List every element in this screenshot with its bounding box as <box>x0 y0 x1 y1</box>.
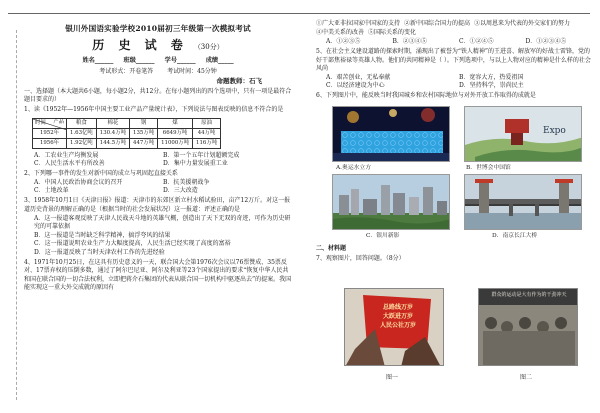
row-year: 1952年 <box>33 128 67 138</box>
column-header: 煤 <box>158 118 193 128</box>
top-rule <box>8 13 590 14</box>
table-header-row <box>33 118 221 128</box>
statement-3: ③以周恩来为代表的外交家们的努力 <box>474 20 571 27</box>
left-column <box>24 20 292 405</box>
table-corner-cell <box>33 118 67 128</box>
option-d[interactable]: D．①②③④⑤ <box>525 38 567 46</box>
caption-b: B．世博会中国馆 <box>466 164 511 171</box>
score-total: （30分） <box>193 42 224 51</box>
table-row <box>33 128 221 138</box>
photo-expo-pavilion[interactable] <box>464 106 582 162</box>
option-b[interactable]: B．抗美援朝战争 <box>163 178 210 186</box>
option-b[interactable]: B．宽容大方，热爱祖国 <box>459 73 524 81</box>
option-c[interactable]: C．人民生活水平有所改善 <box>34 160 105 168</box>
class-field[interactable]: 班级______ <box>123 56 155 64</box>
photo-city-skyline[interactable] <box>332 174 450 230</box>
column-header: 钢 <box>130 118 158 128</box>
statement-5: ⑤国际关系的变化 <box>368 28 417 36</box>
production-table <box>32 118 221 149</box>
option-c[interactable]: C．土地改革 <box>34 187 69 195</box>
statement-2: ②新中国综合国力的提高 <box>404 20 471 27</box>
table-row <box>33 138 221 148</box>
option-c[interactable]: C．①②④⑤ <box>459 38 494 46</box>
option-a[interactable]: A．中国人民政治协商会议的召开 <box>34 178 123 186</box>
option-d[interactable]: D．这一报道反映了当时天津农村工作的先进经验 <box>34 248 165 256</box>
table-cell: 1.92亿吨 <box>67 138 97 148</box>
exam-meta <box>24 68 292 77</box>
binding-margin <box>10 30 24 400</box>
option-d[interactable]: D．三大改造 <box>163 187 198 195</box>
option-c[interactable]: C．以经济建设为中心 <box>326 82 385 90</box>
question-5-stem: 5、在社会主义建设道路的探索时期，涌现出了被誉为“铁人精神”的王进喜、解放军的好战士雷锋，党的好干部焦裕禄等英雄人物。他们的共同精神是（ ）。下列选项中，与以上人物对应的精神是什么样的社会风尚 <box>316 48 591 73</box>
figure-2-caption: 图二 <box>520 374 533 381</box>
section2-title: 二、材料题 <box>316 244 347 252</box>
option-b[interactable]: B．这一报道是当时缺乏科学精神，搞浮夸风的结果 <box>34 231 171 239</box>
table-cell: 6649万吨 <box>158 128 193 138</box>
question-4-options <box>326 38 592 47</box>
banner-text: 群众的运动是大有作为的干劲冲天 <box>491 292 567 298</box>
option-a[interactable]: A．艰苦创业，无私奉献 <box>326 73 391 81</box>
question-7-stem: 7、观察图片，回答问题。（8分） <box>316 254 405 262</box>
exam-title <box>24 37 292 54</box>
author-line: 命题教师：石飞 <box>216 77 262 86</box>
table-cell: 447万吨 <box>130 138 158 148</box>
question-4-stem: 4、1971年10月25日，在这具有历史意义的一天，联合国大会第1976次会议以76票赞成、35票反对、17票弃权的压倒多数，通过了阿尔巴尼亚、阿尔及利亚等23个国家提出的要求“恢复中华人民共和国在联合国的一切合法权利，立即把蒋介石集团的代表从联合国一切机构中驱逐出去”的提案。我国能实现这一重大外交成就的原因有 <box>24 258 292 292</box>
school-title: 银川外国语实验学校2010届初三年级第一次模拟考试 <box>65 24 251 33</box>
figure-2-photo[interactable] <box>478 288 578 366</box>
option-a[interactable]: A．工农业生产均衡发展 <box>34 151 99 159</box>
exam-form: 考试形式：开卷笔答 <box>99 67 154 75</box>
figure-1-poster[interactable] <box>344 288 444 366</box>
option-d[interactable]: D．集中力量发展重工业 <box>163 160 228 168</box>
caption-a: A.奥运水立方 <box>336 164 372 171</box>
figure-1-caption: 图一 <box>386 374 399 381</box>
photo-water-cube[interactable] <box>332 106 450 162</box>
name-field[interactable]: 姓名______ <box>82 56 114 64</box>
table-cell: 116万吨 <box>193 138 221 148</box>
poster-slogan: 总路线万岁 大跃进万岁 人民公社万岁 <box>379 304 416 329</box>
option-a[interactable]: A．①②③⑤ <box>326 38 361 46</box>
question-3-options <box>34 215 292 258</box>
corner-top-label: 产品 <box>53 118 64 125</box>
column-header: 原油 <box>193 118 221 128</box>
grade-field[interactable]: 成绩_____ <box>205 56 234 64</box>
caption-c: C．银川新影 <box>366 232 400 239</box>
question-1-stem: 1、读《1952年—1956年中国主要工业产品产量统计表》，下列说法与图表反映的信息不符合的是 <box>24 106 284 114</box>
table-cell: 11000万吨 <box>158 138 193 148</box>
option-c[interactable]: C．这一报道说明农业生产力大幅度提高，人民生活已经实现了高度的富裕 <box>34 240 231 248</box>
caption-d: D．南京长江大桥 <box>492 232 538 239</box>
question-2-stem: 2、下列哪一事件的发生对新中国的成立与巩固起直接关系 <box>24 170 178 178</box>
question-6-stem: 6、下列图片中，能反映当时我国城乡和农村国际地位与对外开放工作取得的成就是 <box>316 92 536 100</box>
question-3-stem: 3、1958年10月1日《天津日报》报道：天津市的东郊区新立村水稻试验田，亩产12万斤。对这一报道历史背景的理解正确的是（根据当时的社会发展状况）这一报道：评述正确的是 <box>24 197 291 213</box>
exam-title-text: 历 史 试 卷 <box>92 37 188 52</box>
table-cell: 1.63亿吨 <box>67 128 97 138</box>
table-cell: 144.5万吨 <box>96 138 129 148</box>
table-cell: 135万吨 <box>130 128 158 138</box>
student-info-line <box>24 57 292 66</box>
row-year: 1956年 <box>33 138 67 148</box>
statement-1: ①广大亚非拉国家中国家的支持 <box>316 20 401 27</box>
statement-4: ④中美关系的改善 <box>316 28 365 36</box>
svg-text:Expo: Expo <box>543 125 566 136</box>
option-a[interactable]: A．这一报道客观反映了天津人民战天斗地的英雄气概，创造出了天下无双的奇迹，可作为历史研究的可靠依据 <box>34 214 291 231</box>
option-d[interactable]: D．坚持科学，崇尚民主 <box>459 82 524 90</box>
crowd-photo-art <box>479 289 578 366</box>
table-cell: 130.4万吨 <box>96 128 129 138</box>
column-header: 棉花 <box>96 118 129 128</box>
student-id-field[interactable]: 学号______ <box>164 56 196 64</box>
option-b[interactable]: B．第一个五年计划超额完成 <box>163 151 240 159</box>
photo-nanjing-bridge[interactable] <box>464 174 582 230</box>
corner-bottom-label: 时间 <box>35 120 46 127</box>
question-1-options <box>34 152 292 169</box>
section1-intro: 一、选择题（本大题共6小题，每小题2分，共12分。在每小题列出的四个选项中，只有一项是最符合题目要求的） <box>24 87 292 104</box>
question-6-photos <box>316 104 592 242</box>
exam-time: 考试时间：45分钟 <box>167 67 217 75</box>
column-header: 粮食 <box>67 118 97 128</box>
option-b[interactable]: B．②③④⑤ <box>392 38 427 46</box>
table-cell: 44万吨 <box>193 128 221 138</box>
question-2-options <box>34 179 292 196</box>
question-4-statements <box>316 20 592 37</box>
question-5-options <box>326 74 592 91</box>
